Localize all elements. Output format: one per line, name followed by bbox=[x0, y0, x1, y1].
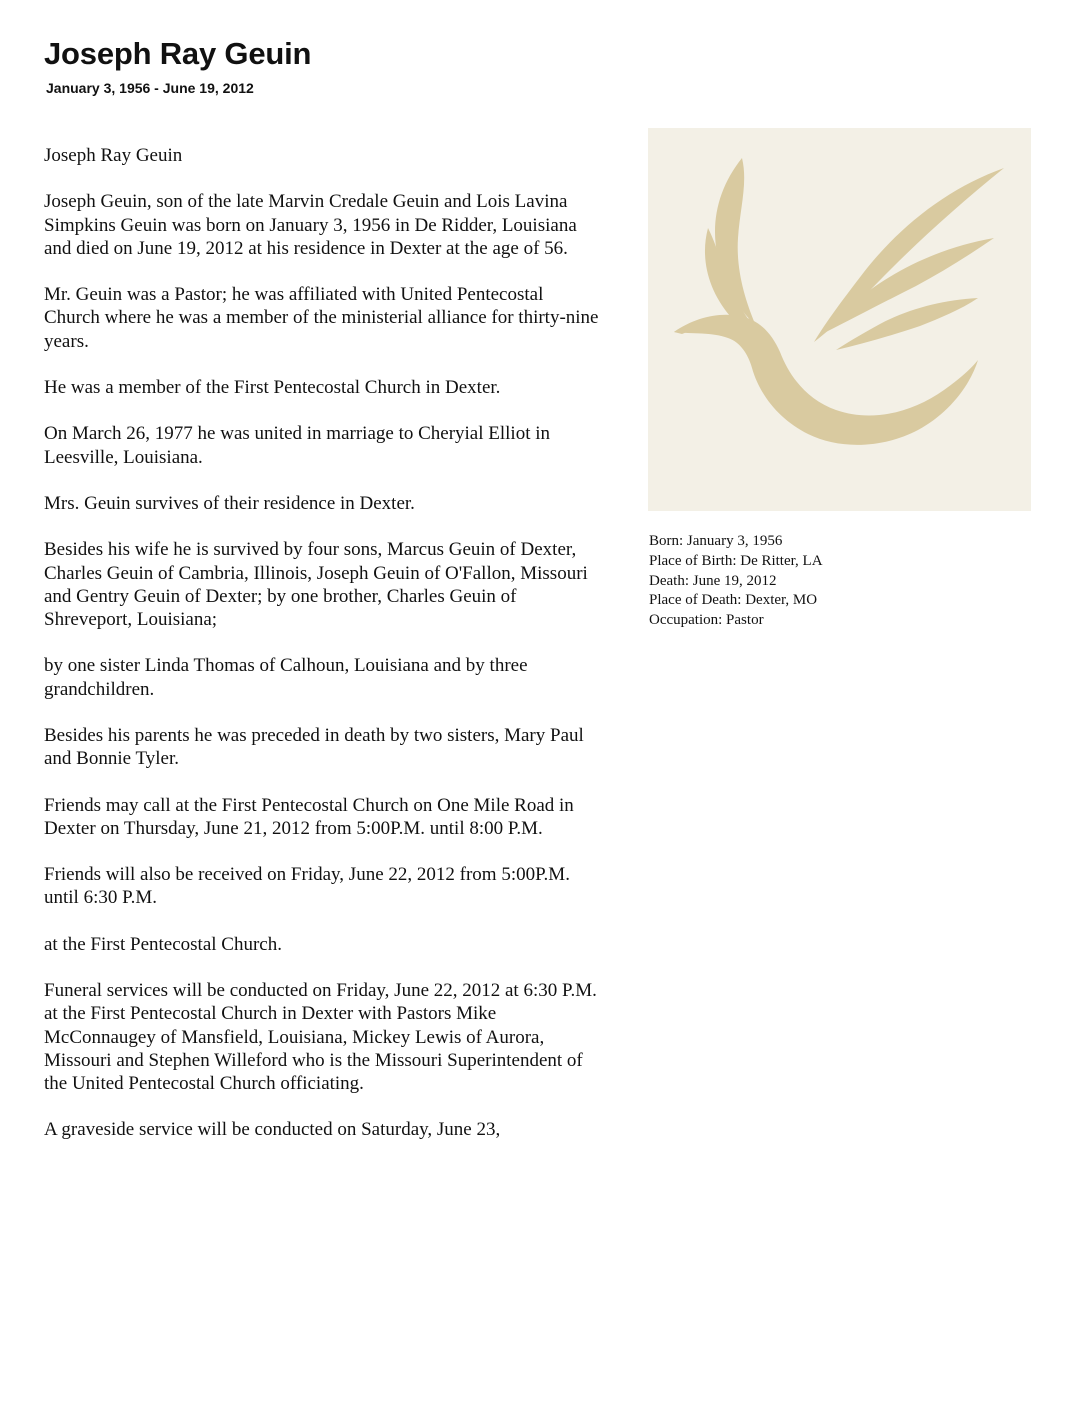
life-dates: January 3, 1956 - June 19, 2012 bbox=[46, 80, 254, 96]
obituary-photo bbox=[648, 128, 1031, 511]
fact-place-of-death: Place of Death: Dexter, MO bbox=[649, 592, 818, 609]
fact-occupation: Occupation: Pastor bbox=[649, 612, 764, 629]
paragraph: by one sister Linda Thomas of Calhoun, Louisiana and by three grandchildren. bbox=[44, 655, 528, 700]
paragraph: Joseph Ray Geuin bbox=[44, 145, 183, 166]
paragraph: On March 26, 1977 he was united in marriage to Cheryial Elliot in Leesville, Louisiana. bbox=[44, 423, 551, 468]
paragraph: Mr. Geuin was a Pastor; he was affiliated with United Pentecostal Church where he was a member of the ministerial alliance for thirty-nine years. bbox=[44, 284, 599, 352]
paragraph: A graveside service will be conducted on Saturday, June 23, bbox=[44, 1119, 501, 1141]
paragraph: Friends will also be received on Friday, June 22, 2012 from 5:00P.M. until 6:30 P.M. bbox=[44, 864, 570, 909]
paragraph: Besides his wife he is survived by four sons, Marcus Geuin of Dexter, Charles Geuin of Cambria, Illinois, Joseph Geuin of O'Fallon, Missouri and Gentry Geuin of Dexter; by one brother, Charles Geuin of Shreveport, Louisiana; bbox=[44, 539, 588, 630]
paragraph: Funeral services will be conducted on Friday, June 22, 2012 at 6:30 P.M. at the First Pentecostal Church in Dexter with Pastors Mike McConnaugey of Mansfield, Louisiana, Mickey Lewis of Aurora, Missouri and Stephen Willeford who is the Missouri Superintendent of the United Pentecostal Church officiating. bbox=[44, 980, 597, 1094]
paragraph: Besides his parents he was preceded in death by two sisters, Mary Paul and Bonnie Tyler. bbox=[44, 724, 584, 770]
fact-death: Death: June 19, 2012 bbox=[649, 572, 777, 589]
paragraph: Friends may call at the First Pentecostal Church on One Mile Road in Dexter on Thursday, June 21, 2012 from 5:00P.M. until 8:00 P.M. bbox=[44, 794, 574, 839]
paragraph: at the First Pentecostal Church. bbox=[44, 933, 282, 955]
fact-born: Born: January 3, 1956 bbox=[649, 533, 783, 549]
paragraph: He was a member of the First Pentecostal Church in Dexter. bbox=[44, 376, 501, 398]
vital-facts bbox=[649, 532, 1049, 631]
paragraph: Joseph Geuin, son of the late Marvin Credale Geuin and Lois Lavina Simpkins Geuin was born on January 3, 1956 in De Ridder, Louisiana and died on June 19, 2012 at his residence in Dexter at the age of 56. bbox=[44, 191, 577, 259]
paragraph: Mrs. Geuin survives of their residence in Dexter. bbox=[44, 492, 415, 514]
obituary-header bbox=[44, 34, 644, 98]
dove-icon bbox=[648, 128, 1031, 511]
fact-place-of-birth: Place of Birth: De Ritter, LA bbox=[649, 552, 823, 569]
page-title: Joseph Ray Geuin bbox=[44, 36, 312, 71]
obituary-body bbox=[44, 144, 604, 1165]
